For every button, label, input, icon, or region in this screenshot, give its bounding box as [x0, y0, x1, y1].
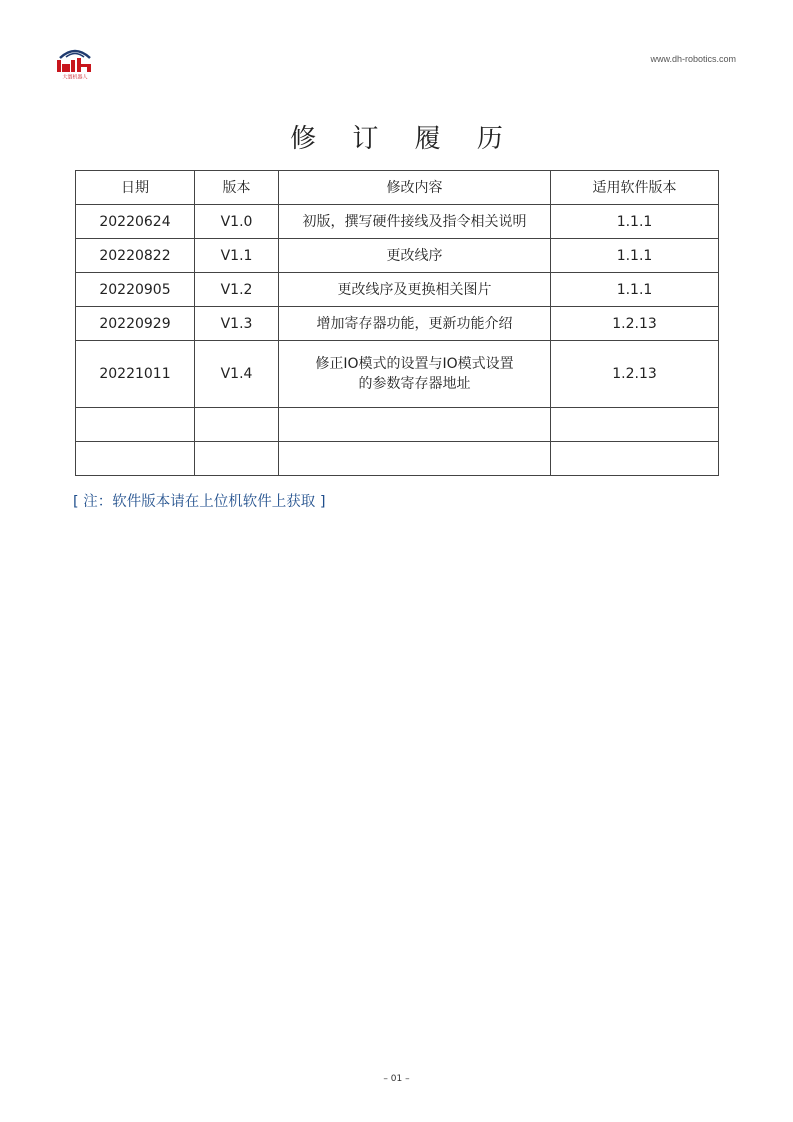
table-row-empty	[76, 408, 719, 442]
cell-content-line: 的参数寄存器地址	[358, 376, 471, 392]
cell-version: V1.1	[195, 239, 279, 273]
cell-date: 20220905	[76, 273, 195, 307]
cell-software-version: 1.1.1	[551, 273, 719, 307]
column-header-software-version: 适用软件版本	[551, 171, 719, 205]
software-version-note: [ 注：软件版本请在上位机软件上获取 ]	[73, 494, 326, 510]
cell-version: V1.2	[195, 273, 279, 307]
cell-software-version: 1.1.1	[551, 239, 719, 273]
cell-empty	[195, 408, 279, 442]
cell-software-version: 1.1.1	[551, 205, 719, 239]
column-header-date: 日期	[76, 171, 195, 205]
cell-content: 更改线序	[279, 239, 551, 273]
table-row	[76, 239, 719, 273]
cell-content: 初版，撰写硬件接线及指令相关说明	[279, 205, 551, 239]
table-row-empty	[76, 442, 719, 476]
cell-date: 20220929	[76, 307, 195, 341]
cell-empty	[279, 408, 551, 442]
cell-version: V1.0	[195, 205, 279, 239]
cell-empty	[279, 442, 551, 476]
table-row	[76, 205, 719, 239]
cell-empty	[195, 442, 279, 476]
cell-empty	[76, 442, 195, 476]
website-url: www.dh-robotics.com	[650, 54, 736, 64]
cell-empty	[76, 408, 195, 442]
cell-software-version: 1.2.13	[551, 341, 719, 408]
cell-version: V1.3	[195, 307, 279, 341]
cell-date: 20220822	[76, 239, 195, 273]
logo-caption: 大寰机器人	[62, 74, 88, 80]
table-row	[76, 307, 719, 341]
cell-date: 20220624	[76, 205, 195, 239]
table-row	[76, 273, 719, 307]
page-title: 修 订 履 历	[290, 124, 517, 154]
table-row	[76, 341, 719, 408]
page-number: – 01 –	[383, 1074, 410, 1084]
dh-robotics-logo	[54, 46, 96, 80]
cell-empty	[551, 442, 719, 476]
cell-software-version: 1.2.13	[551, 307, 719, 341]
column-header-content: 修改内容	[279, 171, 551, 205]
cell-content	[279, 341, 551, 408]
cell-content: 增加寄存器功能，更新功能介绍	[279, 307, 551, 341]
revision-history-table	[75, 170, 719, 476]
cell-date: 20221011	[76, 341, 195, 408]
cell-empty	[551, 408, 719, 442]
cell-content: 更改线序及更换相关图片	[279, 273, 551, 307]
table-header-row	[76, 171, 719, 205]
cell-version: V1.4	[195, 341, 279, 408]
column-header-version: 版本	[195, 171, 279, 205]
cell-content-line: 修正IO模式的设置与IO模式设置	[315, 356, 514, 372]
